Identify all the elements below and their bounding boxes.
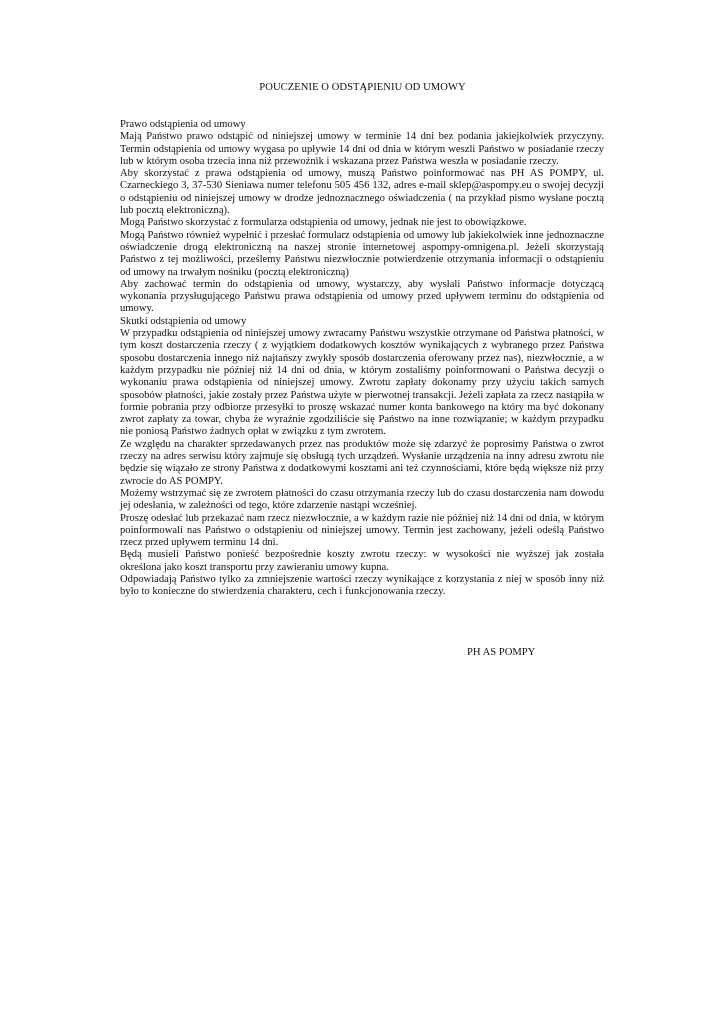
paragraph: Mają Państwo prawo odstąpić od niniejszej umowy w terminie 14 dni bez podania jakiejkolwiek przyczyny. Termin odstąpienia od umowy wygasa po upływie 14 dni od dnia w którym weszli Państwo w posiadanie rzeczy lub w którym osoba trzecia inna niż przewoźnik i wskazana przez Państwa weszła w posiadanie rzeczy. (120, 131, 604, 167)
paragraph: Możemy wstrzymać się ze zwrotem płatności do czasu otrzymania rzeczy lub do czasu dostarczenia nam dowodu jej odesłania, w zależności od tego, które zdarzenie nastąpi wcześniej. (120, 487, 604, 512)
section-heading-effects-of-withdrawal: Skutki odstąpienia od umowy (120, 315, 247, 327)
paragraph: Aby zachować termin do odstąpienia od umowy, wystarczy, aby wysłali Państwo informacje dotyczącą wykonania przysługującego Państwu prawa odstąpienia od umowy przed upływem terminu do odstąpienia od umowy. (120, 278, 604, 315)
paragraph: Będą musieli Państwo ponieść bezpośrednie koszty zwrotu rzeczy: w wysokości nie wyższej jak została określona jako koszt transportu przy zawieraniu umowy kupna. (120, 549, 604, 573)
paragraph: Odpowiadają Państwo tylko za zmniejszenie wartości rzeczy wynikające z korzystania z niej w sposób inny niż było to konieczne do stwierdzenia charakteru, cech i funkcjonowania rzeczy. (120, 573, 604, 598)
paragraph: Mogą Państwo skorzystać z formularza odstąpienia od umowy, jednak nie jest to obowiązkowe. (120, 217, 527, 229)
paragraph: Proszę odesłać lub przekazać nam rzecz niezwłocznie, a w każdym razie nie później niż 14 dni od dnia, w którym poinformowali nas Państwo o odstąpieniu od niniejszej umowy. Termin jest zachowany, jeżeli odeślą Państwo rzecz przed upływem terminu 14 dni. (120, 512, 604, 549)
signature: PH AS POMPY (467, 647, 536, 658)
paragraph: Mogą Państwo również wypełnić i przesłać formularz odstąpienia od umowy lub jakiekolwiek inne jednoznaczne oświadczenie drogą elektroniczną na naszej stronie internetowej aspompy-omnigena.pl. Jeżeli skorzystają Państwo z tej możliwości, prześlemy Państwu niezwłocznie potwierdzenie otrzymania informacji o odstąpieniu od umowy na trwałym nośniku (pocztą elektroniczną) (120, 229, 604, 278)
paragraph: Ze względu na charakter sprzedawanych przez nas produktów może się zdarzyć że poprosimy Państwa o zwrot rzeczy na adres serwisu który zajmuje się obsługą tych urządzeń. Wysłanie urządzenia na inny adresu zwrotu nie będzie się wiązało ze strony Państwa z dodatkowymi kosztami ani też czynnościami, które będą większe niż przy zwrocie do AS POMPY. (120, 438, 604, 487)
paragraph: W przypadku odstąpienia od niniejszej umowy zwracamy Państwu wszystkie otrzymane od Państwa płatności, w tym koszt dostarczenia rzeczy ( z wyjątkiem dodatkowych kosztów wynikających z wybranego przez Państwa sposobu dostarczenia innego niż najtańszy zwykły sposób dostarczenia oferowany przez nas), niezwłocznie, a w każdym przypadku nie później niż 14 dni od dnia, w którym zostaliśmy poinformowani o Państwa decyzji o wykonaniu prawa odstąpienia od niniejszej umowy. Zwrotu zapłaty dokonamy przy użyciu takich samych sposobów płatności, jakie zostały przez Państwa użyte w pierwotnej transakcji. Jeżeli zapłata za rzecz nastąpiła w formie pobrania przy odbiorze przesyłki to proszę wskazać numer konta bankowego na który ma być dokonany zwrot zapłaty za towar, chyba że wyraźnie zgodziliście się Państwo na inne rozwiązanie; w każdym przypadku nie poniosą Państwo żadnych opłat w związku z tym zwrotem. (120, 328, 604, 438)
section-heading-right-of-withdrawal: Prawo odstąpienia od umowy (120, 119, 246, 130)
document-body (120, 119, 604, 599)
document-title: POUCZENIE O ODSTĄPIENIU OD UMOWY (259, 82, 466, 93)
paragraph: Aby skorzystać z prawa odstąpienia od umowy, muszą Państwo poinformować nas PH AS POMPY, ul. Czarneckiego 3, 37-530 Sieniawa numer telefonu 505 456 132, adres e-mail sklep@aspompy.eu o swojej decyzji o odstąpieniu od niniejszej umowy w drodze jednoznacznego oświadczenia ( na przykład pismo wysłane pocztą lub pocztą elektroniczną). (120, 168, 604, 217)
